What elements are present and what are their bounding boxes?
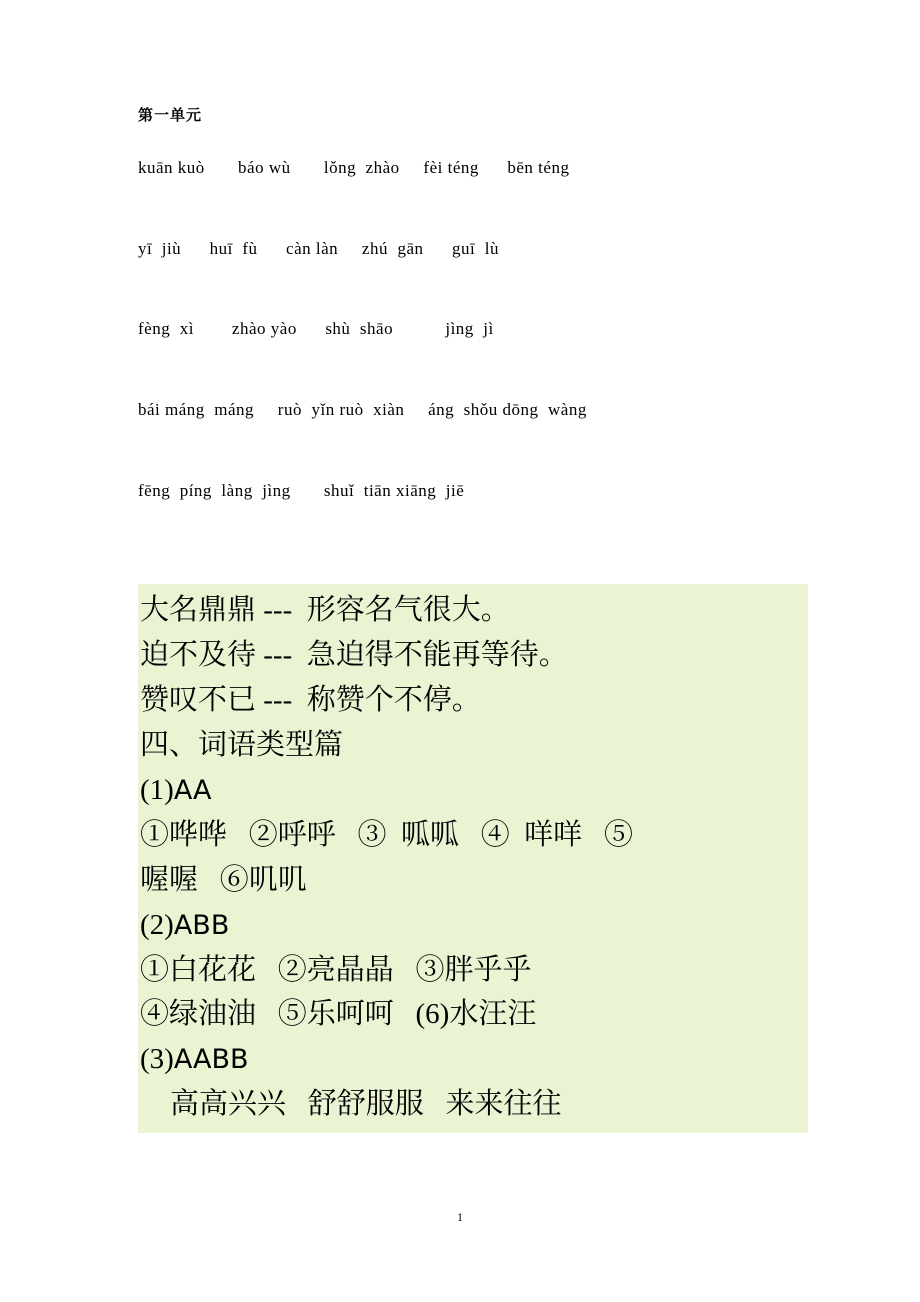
group-items-line: 高高兴兴 舒舒服服 来来往往 [170,1088,562,1121]
group-type: AABB [173,1044,249,1076]
group-type: ABB [173,909,230,941]
pinyin-line: fèng xì zhào yào shù shāo jìng jì [138,319,494,339]
unit-title: 第一单元 [138,106,203,124]
group-type: AA [173,774,212,806]
group-prefix: (3) [140,1043,174,1076]
idiom-line: 迫不及待 --- 急迫得不能再等待。 [140,638,568,671]
pinyin-line: fēng píng làng jìng shuǐ tiān xiāng jiē [138,480,465,500]
pinyin-line: yī jiù huī fù càn làn zhú gān guī lù [138,238,499,258]
group-items-line: ①白花花 ②亮晶晶 ③胖乎乎 [140,953,532,986]
idiom-line: 赞叹不已 --- 称赞个不停。 [140,683,481,716]
highlighted-section [138,584,808,1133]
group-items-line: ④绿油油 ⑤乐呵呵 (6)水汪汪 [140,998,537,1031]
group-items-line: ①哗哗 ②呼呼 ③ 呱呱 ④ 咩咩 ⑤ [140,818,634,851]
pinyin-line: bái máng máng ruò yǐn ruò xiàn áng shǒu dōng wàng [138,400,587,420]
page-number: 1 [457,1210,463,1224]
idiom-line: 大名鼎鼎 --- 形容名气很大。 [140,594,510,626]
document-body [138,104,818,500]
group-label-aa [138,768,808,813]
group-prefix: (1) [140,773,174,806]
group-items-line: 喔喔 ⑥叽叽 [140,863,307,896]
pinyin-line: kuān kuò báo wù lǒng zhào fèi téng bēn téng [138,158,570,177]
group-label-aabb [138,1037,808,1082]
group-prefix: (2) [140,908,174,941]
pinyin-section [138,159,818,500]
group-label-abb [138,903,808,948]
section-title: 四、词语类型篇 [140,728,344,761]
